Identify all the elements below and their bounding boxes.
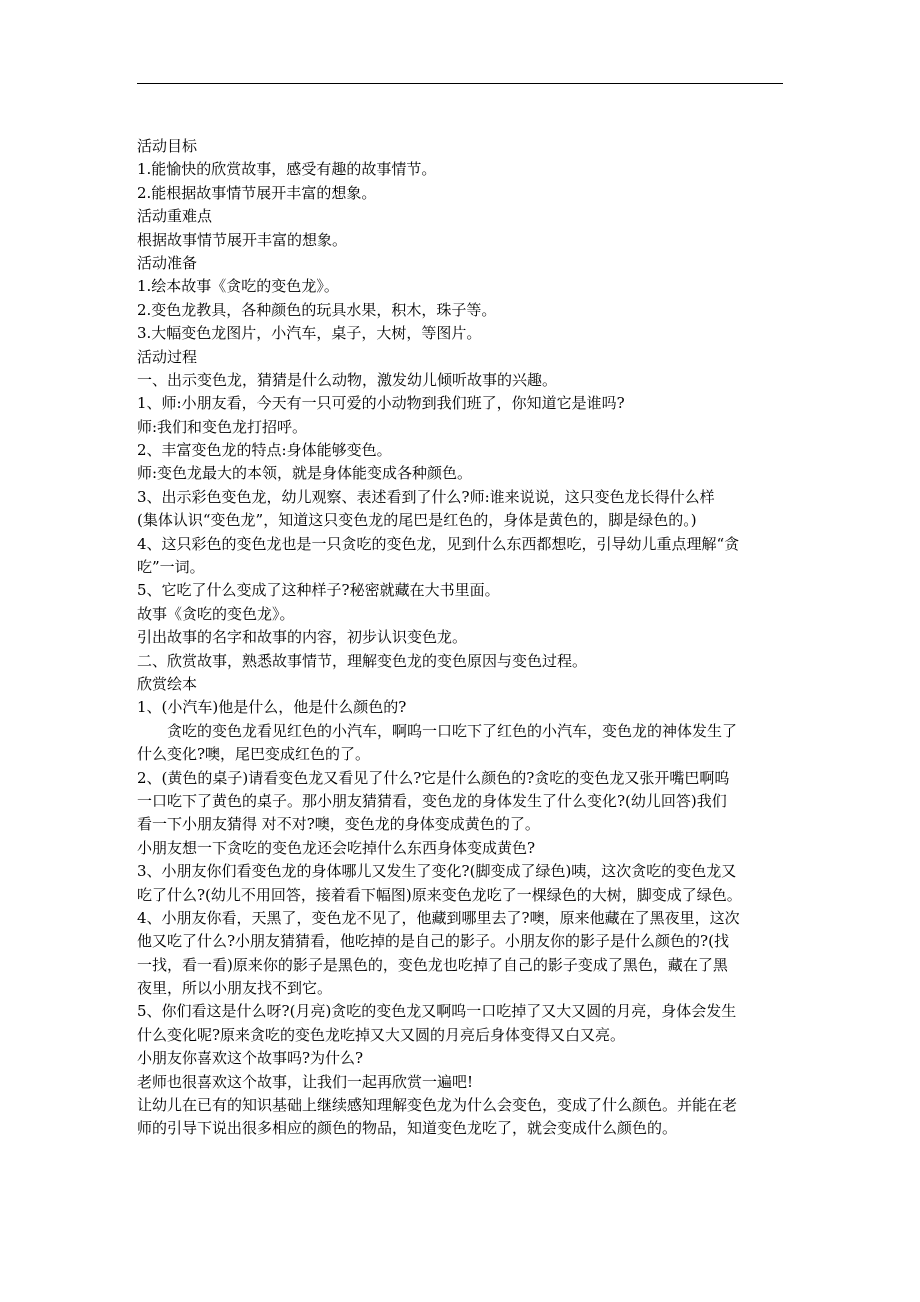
- text-line: 一口吃下了黄色的桌子。那小朋友猜猜看，变色龙的身体发生了什么变化?(幼儿回答)我们: [137, 791, 727, 810]
- document-body: [137, 135, 787, 1141]
- text-line: 师:我们和变色龙打招呼。: [137, 417, 308, 436]
- text-line: 一、出示变色龙，猜猜是什么动物，激发幼儿倾听故事的兴趣。: [137, 370, 558, 389]
- text-line: 4、这只彩色的变色龙也是一只贪吃的变色龙，见到什么东西都想吃，引导幼儿重点理解“贪: [137, 534, 740, 553]
- text-line: 2.能根据故事情节展开丰富的想象。: [137, 183, 377, 202]
- text-line-indented: 贪吃的变色龙看见红色的小汽车，啊呜一口吃下了红色的小汽车，变色龙的神体发生了: [167, 721, 738, 740]
- text-line: 2.变色龙教具，各种颜色的玩具水果，积木，珠子等。: [137, 300, 497, 319]
- text-line: 夜里，所以小朋友找不到它。: [137, 979, 333, 998]
- text-line: 小朋友想一下贪吃的变色龙还会吃掉什么东西身体变成黄色?: [137, 838, 536, 857]
- text-line: 他又吃了什么?小朋友猜猜看，他吃掉的是自己的影子。小朋友你的影子是什么颜色的?(找: [137, 932, 729, 951]
- section-heading: 活动过程: [137, 347, 198, 366]
- text-line: 3、小朋友你们看变色龙的身体哪儿又发生了变化?(脚变成了绿色)咦，这次贪吃的变色龙又: [137, 862, 737, 881]
- section-heading: 活动准备: [137, 253, 198, 272]
- text-line: 1、师:小朋友看，今天有一只可爱的小动物到我们班了，你知道它是谁吗?: [137, 394, 625, 413]
- text-line: 让幼儿在已有的知识基础上继续感知理解变色龙为什么会变色，变成了什么颜色。并能在老: [137, 1096, 738, 1115]
- text-line: 5、你们看这是什么呀?(月亮)贪吃的变色龙又啊呜一口吃掉了又大又圆的月亮，身体会发生: [137, 1002, 737, 1021]
- text-line: 故事《贪吃的变色龙》。: [137, 604, 295, 623]
- text-line: 根据故事情节展开丰富的想象。: [137, 230, 348, 249]
- text-line: 2、(黄色的桌子)请看变色龙又看见了什么?它是什么颜色的?贪吃的变色龙又张开嘴巴啊呜: [137, 768, 730, 787]
- text-line: 看一下小朋友猜得 对不对?噢，变色龙的身体变成黄色的了。: [137, 815, 540, 834]
- text-line: 5、它吃了什么变成了这种样子?秘密就藏在大书里面。: [137, 581, 500, 600]
- text-line: 吃了什么?(幼儿不用回答，接着看下幅图)原来变色龙吃了一棵绿色的大树，脚变成了绿色。: [137, 885, 742, 904]
- text-line: 3、出示彩色变色龙，幼儿观察、表述看到了什么?师:谁来说说，这只变色龙长得什么样: [137, 487, 715, 506]
- text-line: 3.大幅变色龙图片，小汽车，桌子，大树，等图片。: [137, 324, 482, 343]
- text-line: 什么变化呢?原来贪吃的变色龙吃掉又大又圆的月亮后身体变得又白又亮。: [137, 1025, 626, 1044]
- header-rule: [137, 83, 783, 84]
- text-line: 引出故事的名字和故事的内容，初步认识变色龙。: [137, 628, 468, 647]
- section-heading: 活动目标: [137, 137, 198, 155]
- text-line: 2、丰富变色龙的特点:身体能够变色。: [137, 441, 392, 460]
- text-line: 4、小朋友你看，天黑了，变色龙不见了，他藏到哪里去了?噢，原来他藏在了黑夜里，这次: [137, 908, 740, 927]
- text-line: 老师也很喜欢这个故事，让我们一起再欣赏一遍吧!: [137, 1072, 474, 1091]
- text-line: 一找，看一看)原来你的影子是黑色的，变色龙也吃掉了自己的影子变成了黑色，藏在了黑: [137, 955, 728, 974]
- section-heading: 活动重难点: [137, 207, 213, 226]
- text-line: 什么变化?噢，尾巴变成红色的了。: [137, 745, 371, 764]
- text-line: 1.能愉快的欣赏故事，感受有趣的故事情节。: [137, 160, 437, 179]
- text-line: 二、欣赏故事，熟悉故事情节，理解变色龙的变色原因与变色过程。: [137, 651, 588, 670]
- text-line: 小朋友你喜欢这个故事吗?为什么?: [137, 1049, 364, 1068]
- text-line: 师:变色龙最大的本领，就是身体能变成各种颜色。: [137, 464, 473, 483]
- text-line: 吃”一词。: [137, 558, 205, 577]
- text-line: (集体认识“变色龙”，知道这只变色龙的尾巴是红色的，身体是黄色的，脚是绿色的。): [137, 511, 697, 530]
- text-line: 师的引导下说出很多相应的颜色的物品，知道变色龙吃了，就会变成什么颜色的。: [137, 1119, 678, 1138]
- text-line: 1.绘本故事《贪吃的变色龙》。: [137, 277, 339, 296]
- section-heading: 欣赏绘本: [137, 674, 198, 693]
- text-line: 1、(小汽车)他是什么，他是什么颜色的?: [137, 698, 407, 717]
